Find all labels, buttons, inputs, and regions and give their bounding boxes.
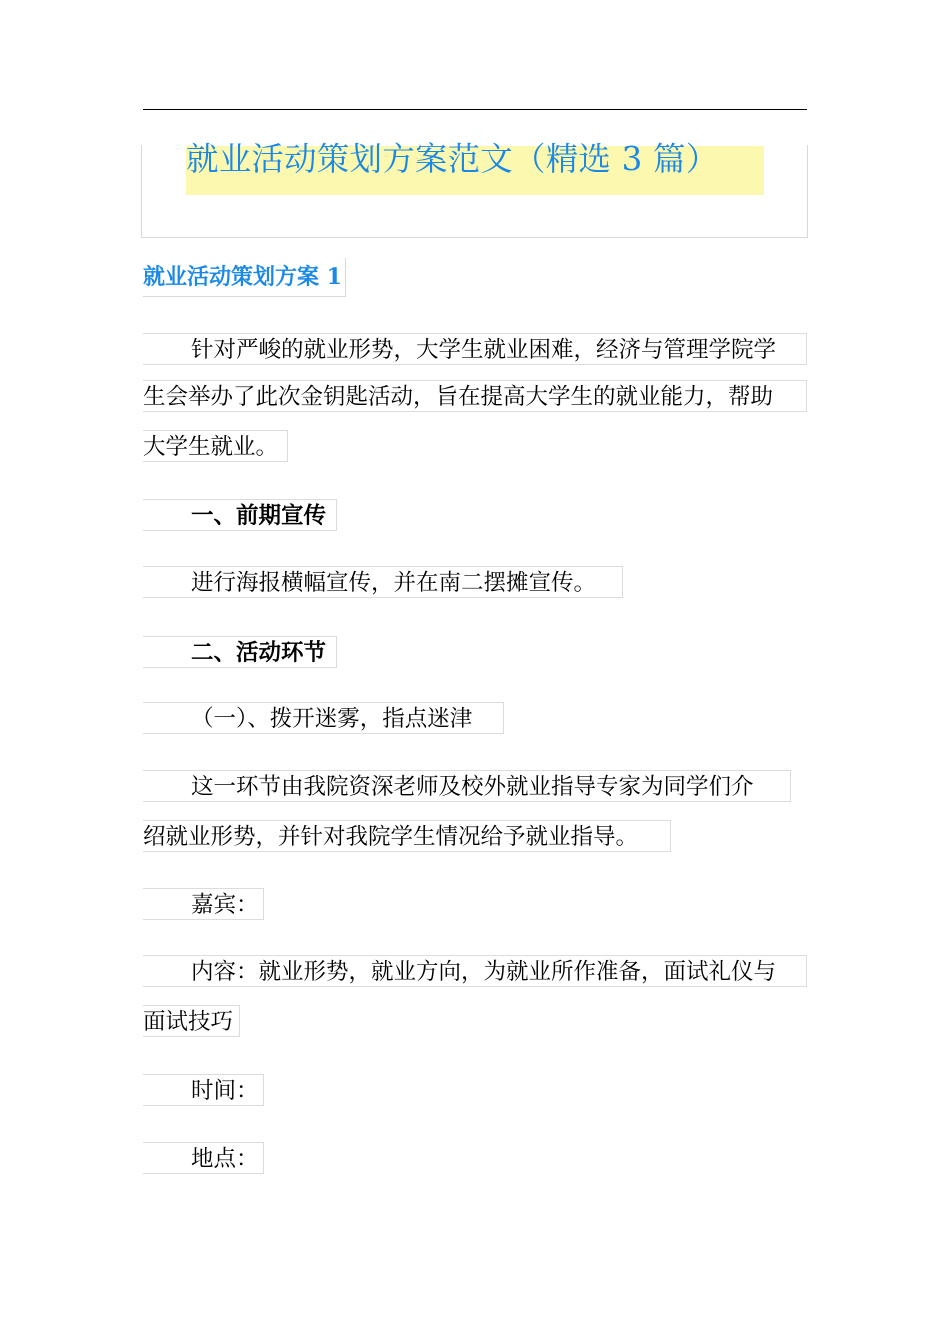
intro-line-1: 针对严峻的就业形势，大学生就业困难，经济与管理学院学 <box>143 333 807 365</box>
heading-publicity: 一、前期宣传 <box>143 499 337 531</box>
content-line-2: 面试技巧 <box>143 1005 240 1037</box>
place-label: 地点： <box>143 1142 264 1174</box>
guest-label: 嘉宾： <box>143 888 264 920</box>
document-title: 就业活动策划方案范文（精选 3 篇） <box>186 140 719 178</box>
first-para-line-1: 这一环节由我院资深老师及校外就业指导专家为同学们介 <box>143 770 791 802</box>
heading-activities: 二、活动环节 <box>143 636 337 668</box>
time-label: 时间： <box>143 1074 264 1106</box>
section-title: 就业活动策划方案 1 <box>143 258 346 297</box>
content-line-1: 内容：就业形势，就业方向，为就业所作准备，面试礼仪与 <box>143 955 807 987</box>
intro-line-3: 大学生就业。 <box>143 430 288 462</box>
subheading-first: （一）、拨开迷雾，指点迷津 <box>143 702 504 734</box>
intro-line-2: 生会举办了此次金钥匙活动，旨在提高大学生的就业能力，帮助 <box>143 380 807 412</box>
publicity-text: 进行海报横幅宣传，并在南二摆摊宣传。 <box>143 566 623 598</box>
first-para-line-2: 绍就业形势，并针对我院学生情况给予就业指导。 <box>143 820 671 852</box>
header-rule <box>143 109 807 110</box>
